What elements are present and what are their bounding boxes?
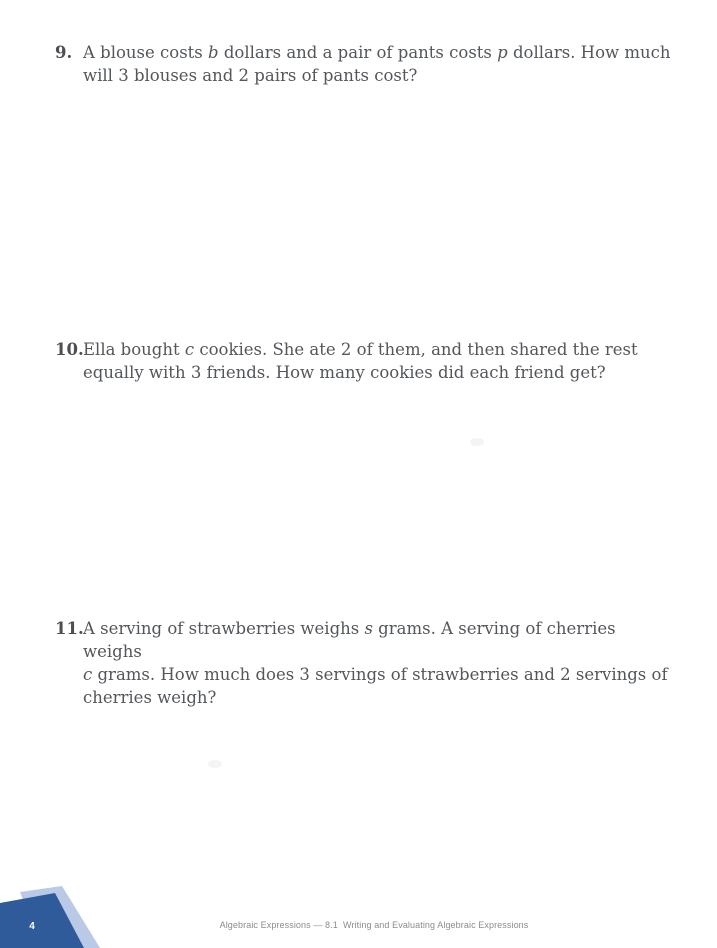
scan-smudge <box>470 438 484 446</box>
scan-smudge <box>208 760 222 768</box>
page-number: 4 <box>29 921 35 932</box>
page-number-tab <box>0 878 110 948</box>
problem-item-11 <box>55 617 675 709</box>
problem-item-9 <box>55 41 675 87</box>
problem-item-10 <box>55 338 675 384</box>
problem-text: A serving of strawberries weighs s grams. A serving of cherries weighs c grams. How much does 3 servings of strawberries and 2 servings of cherries weigh? <box>83 619 668 707</box>
problem-text: Ella bought c cookies. She ate 2 of them, and then shared the rest equally with 3 friends. How many cookies did each friend get? <box>83 340 638 382</box>
footer-caption: Algebraic Expressions — 8.1 Writing and Evaluating Algebraic Expressions <box>219 920 529 930</box>
problem-number: 9. <box>55 43 73 62</box>
problem-number: 11. <box>55 619 84 638</box>
problem-number: 10. <box>55 340 84 359</box>
problem-text: A blouse costs b dollars and a pair of pants costs p dollars. How much will 3 blouses and 2 pairs of pants cost? <box>83 43 671 85</box>
